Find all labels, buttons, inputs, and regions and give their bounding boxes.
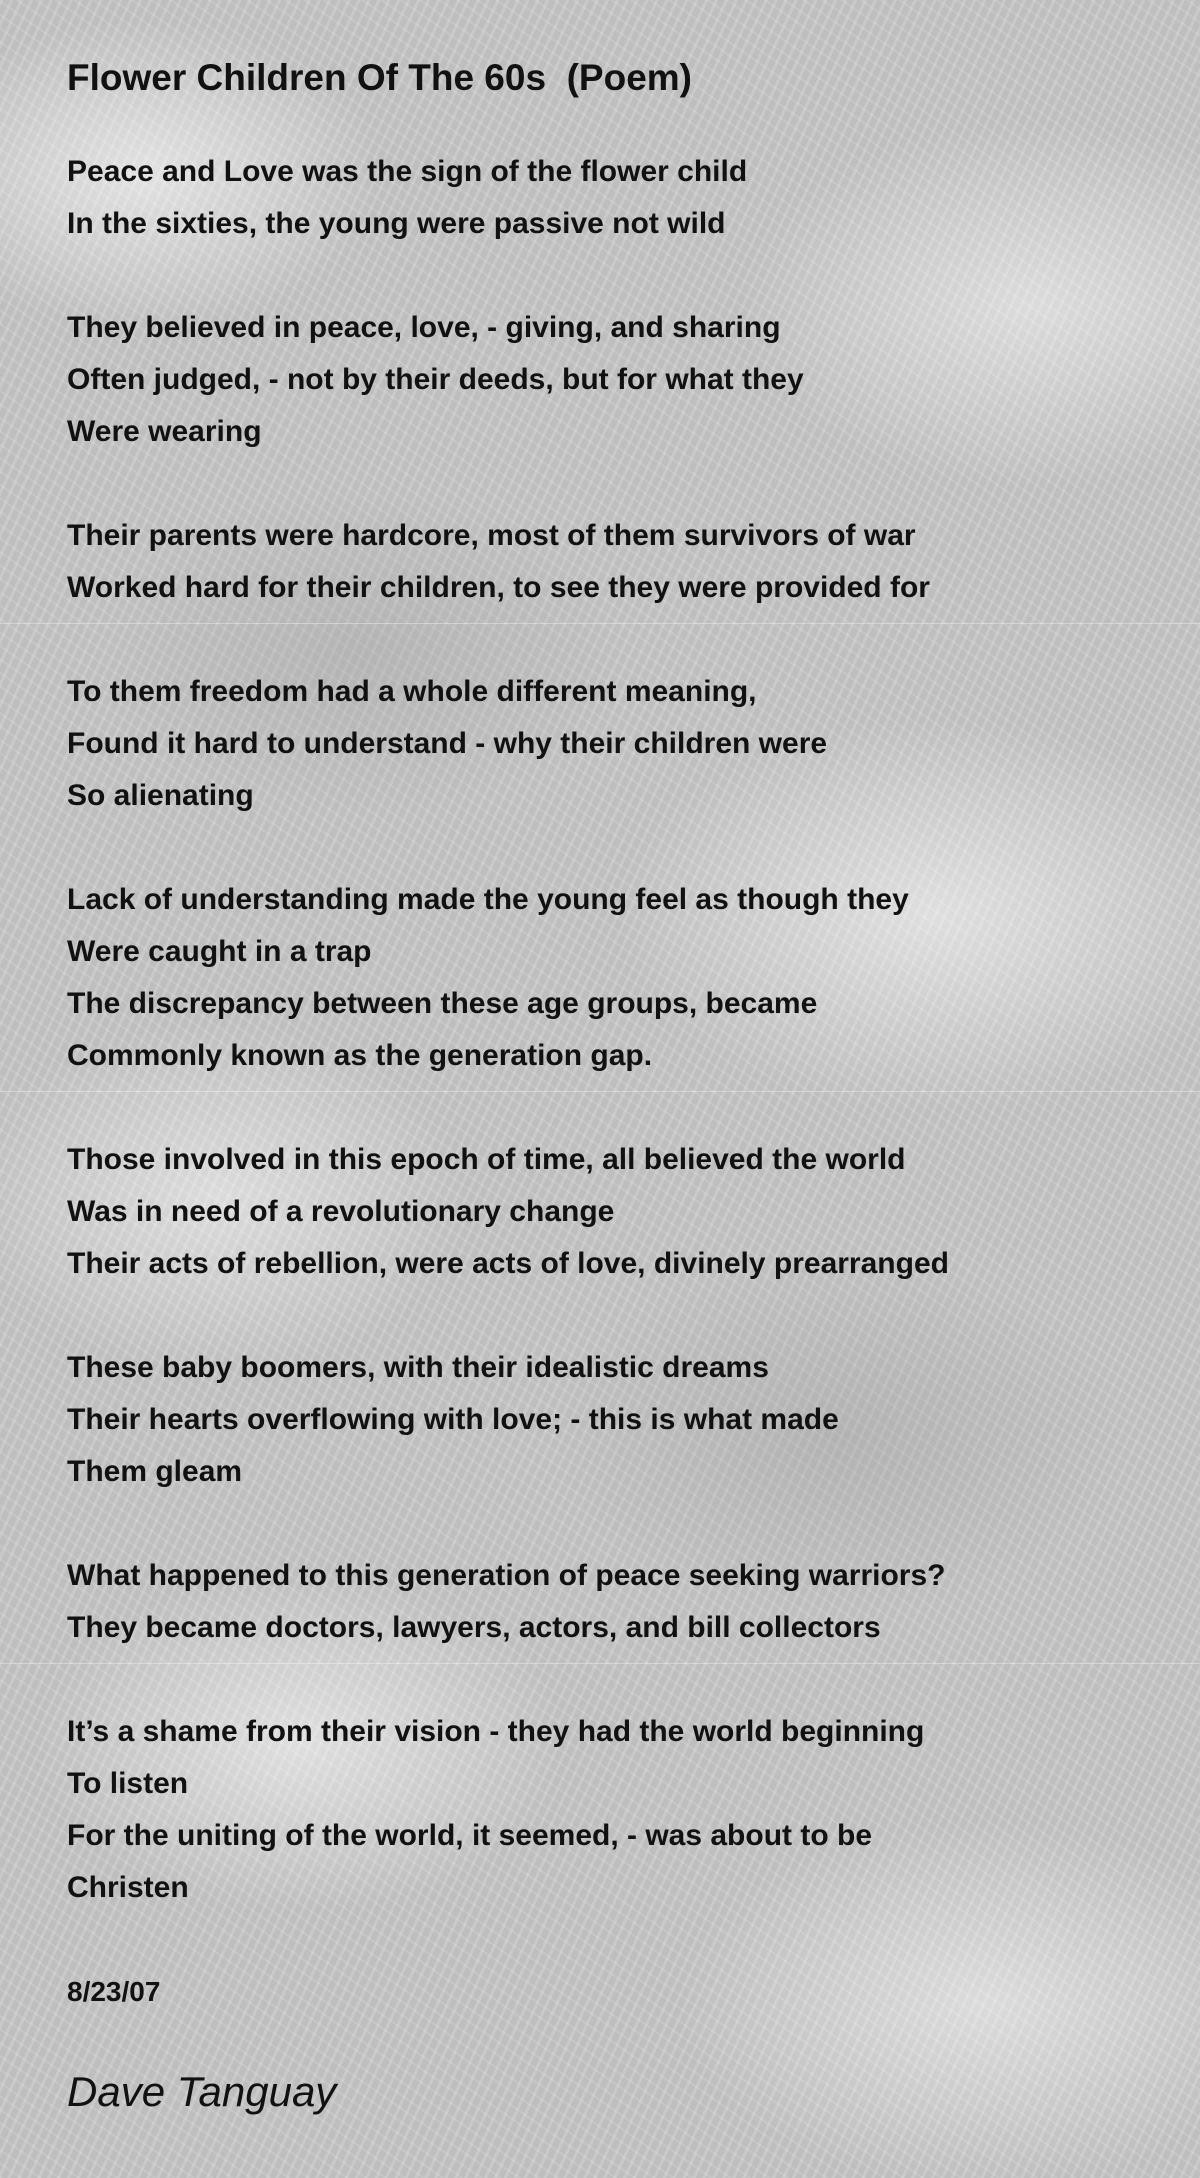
poem-line: Them gleam	[67, 1455, 243, 1488]
poem-line: Found it hard to understand - why their children were	[67, 727, 828, 760]
poem-line: Worked hard for their children, to see they were provided for	[67, 571, 930, 604]
poem-line: Their hearts overflowing with love; - this is what made	[67, 1403, 839, 1436]
poem-line: Often judged, - not by their deeds, but for what they	[67, 363, 804, 396]
poem-line: Those involved in this epoch of time, all believed the world	[67, 1143, 906, 1176]
poem-author: Dave Tanguay	[67, 2068, 337, 2115]
poem-line: To them freedom had a whole different meaning,	[67, 675, 757, 708]
poem-line: These baby boomers, with their idealistic dreams	[67, 1351, 769, 1384]
poem-line: Their parents were hardcore, most of them survivors of war	[67, 519, 916, 552]
poem-line: It’s a shame from their vision - they had the world beginning	[67, 1715, 925, 1748]
stanza-break	[67, 250, 1147, 302]
poem-line: Were wearing	[67, 415, 262, 448]
poem-line: For the uniting of the world, it seemed, - was about to be	[67, 1819, 873, 1852]
stanza-break	[67, 614, 1147, 666]
poem-body	[67, 146, 1147, 1914]
stanza-break	[67, 1082, 1147, 1134]
poem-line: They became doctors, lawyers, actors, and bill collectors	[67, 1611, 881, 1644]
poem-line: The discrepancy between these age groups, became	[67, 987, 818, 1020]
poem-title: Flower Children Of The 60s (Poem)	[67, 57, 692, 98]
poem-line: Christen	[67, 1871, 189, 1904]
poem-line: They believed in peace, love, - giving, and sharing	[67, 311, 781, 344]
poem-line: Lack of understanding made the young feel as though they	[67, 883, 909, 916]
stanza-break	[67, 458, 1147, 510]
poem-card	[67, 48, 1147, 2122]
poem-line: Their acts of rebellion, were acts of love, divinely prearranged	[67, 1247, 949, 1280]
stanza-break	[67, 1654, 1147, 1706]
poem-line: So alienating	[67, 779, 254, 812]
poem-line: Was in need of a revolutionary change	[67, 1195, 615, 1228]
stanza-break	[67, 822, 1147, 874]
poem-line: Commonly known as the generation gap.	[67, 1039, 653, 1072]
stanza-break	[67, 1498, 1147, 1550]
poem-line: Were caught in a trap	[67, 935, 372, 968]
poem-line: What happened to this generation of peace seeking warriors?	[67, 1559, 946, 1592]
poem-date: 8/23/07	[67, 1976, 161, 2007]
poem-line: Peace and Love was the sign of the flower child	[67, 155, 748, 188]
poem-line: In the sixties, the young were passive not wild	[67, 207, 726, 240]
poem-line: To listen	[67, 1767, 189, 1800]
stanza-break	[67, 1290, 1147, 1342]
